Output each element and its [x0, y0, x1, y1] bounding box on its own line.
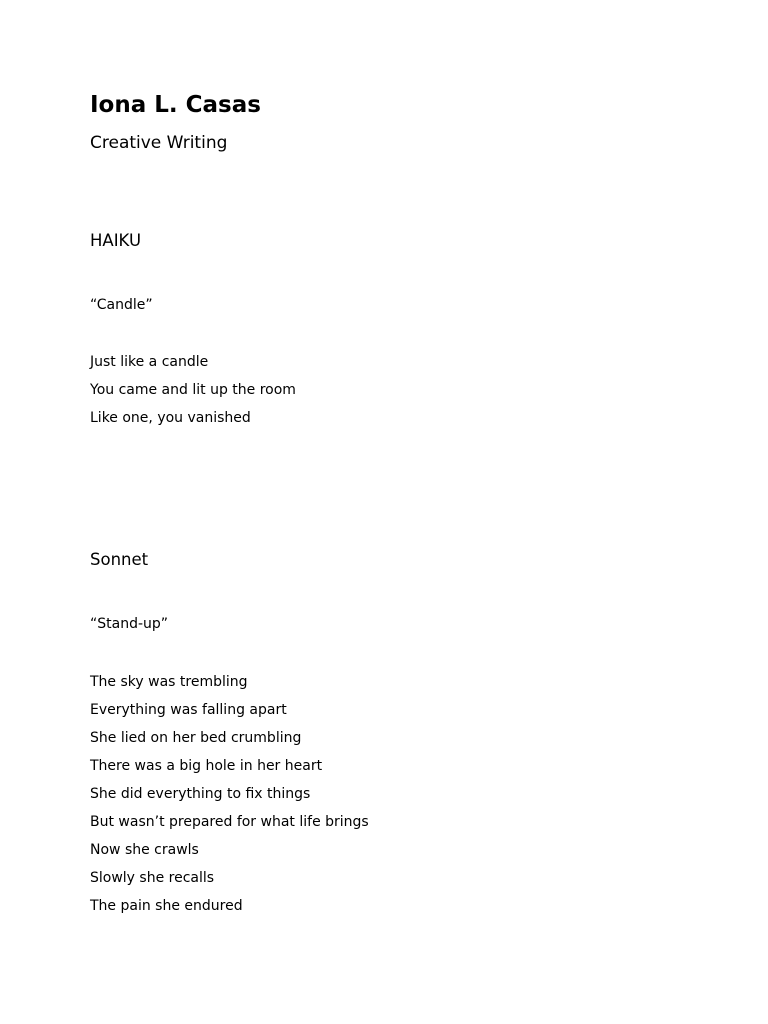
poem-line: Just like a candle: [90, 354, 209, 370]
document-subtitle: Creative Writing: [90, 133, 228, 153]
poem-line: The pain she endured: [90, 898, 243, 914]
poem-line: There was a big hole in her heart: [90, 758, 323, 774]
poem-line: Slowly she recalls: [90, 870, 215, 886]
poem-line: The sky was trembling: [90, 674, 248, 690]
poem-line: Like one, you vanished: [90, 410, 251, 426]
author-name: Iona L. Casas: [90, 92, 261, 118]
poem-line: She did everything to fix things: [90, 786, 311, 802]
poem-line: But wasn’t prepared for what life brings: [90, 814, 369, 830]
poem-body-candle: [90, 348, 296, 432]
section-heading-haiku: HAIKU: [90, 231, 142, 250]
section-heading-sonnet: Sonnet: [90, 550, 149, 569]
poem-title-stand-up: “Stand-up”: [90, 616, 169, 632]
poem-line: She lied on her bed crumbling: [90, 730, 302, 746]
poem-line: Everything was falling apart: [90, 702, 287, 718]
poem-title-candle: “Candle”: [90, 297, 153, 313]
poem-line: Now she crawls: [90, 842, 199, 858]
poem-body-stand-up: [90, 668, 369, 920]
poem-line: You came and lit up the room: [90, 382, 296, 398]
